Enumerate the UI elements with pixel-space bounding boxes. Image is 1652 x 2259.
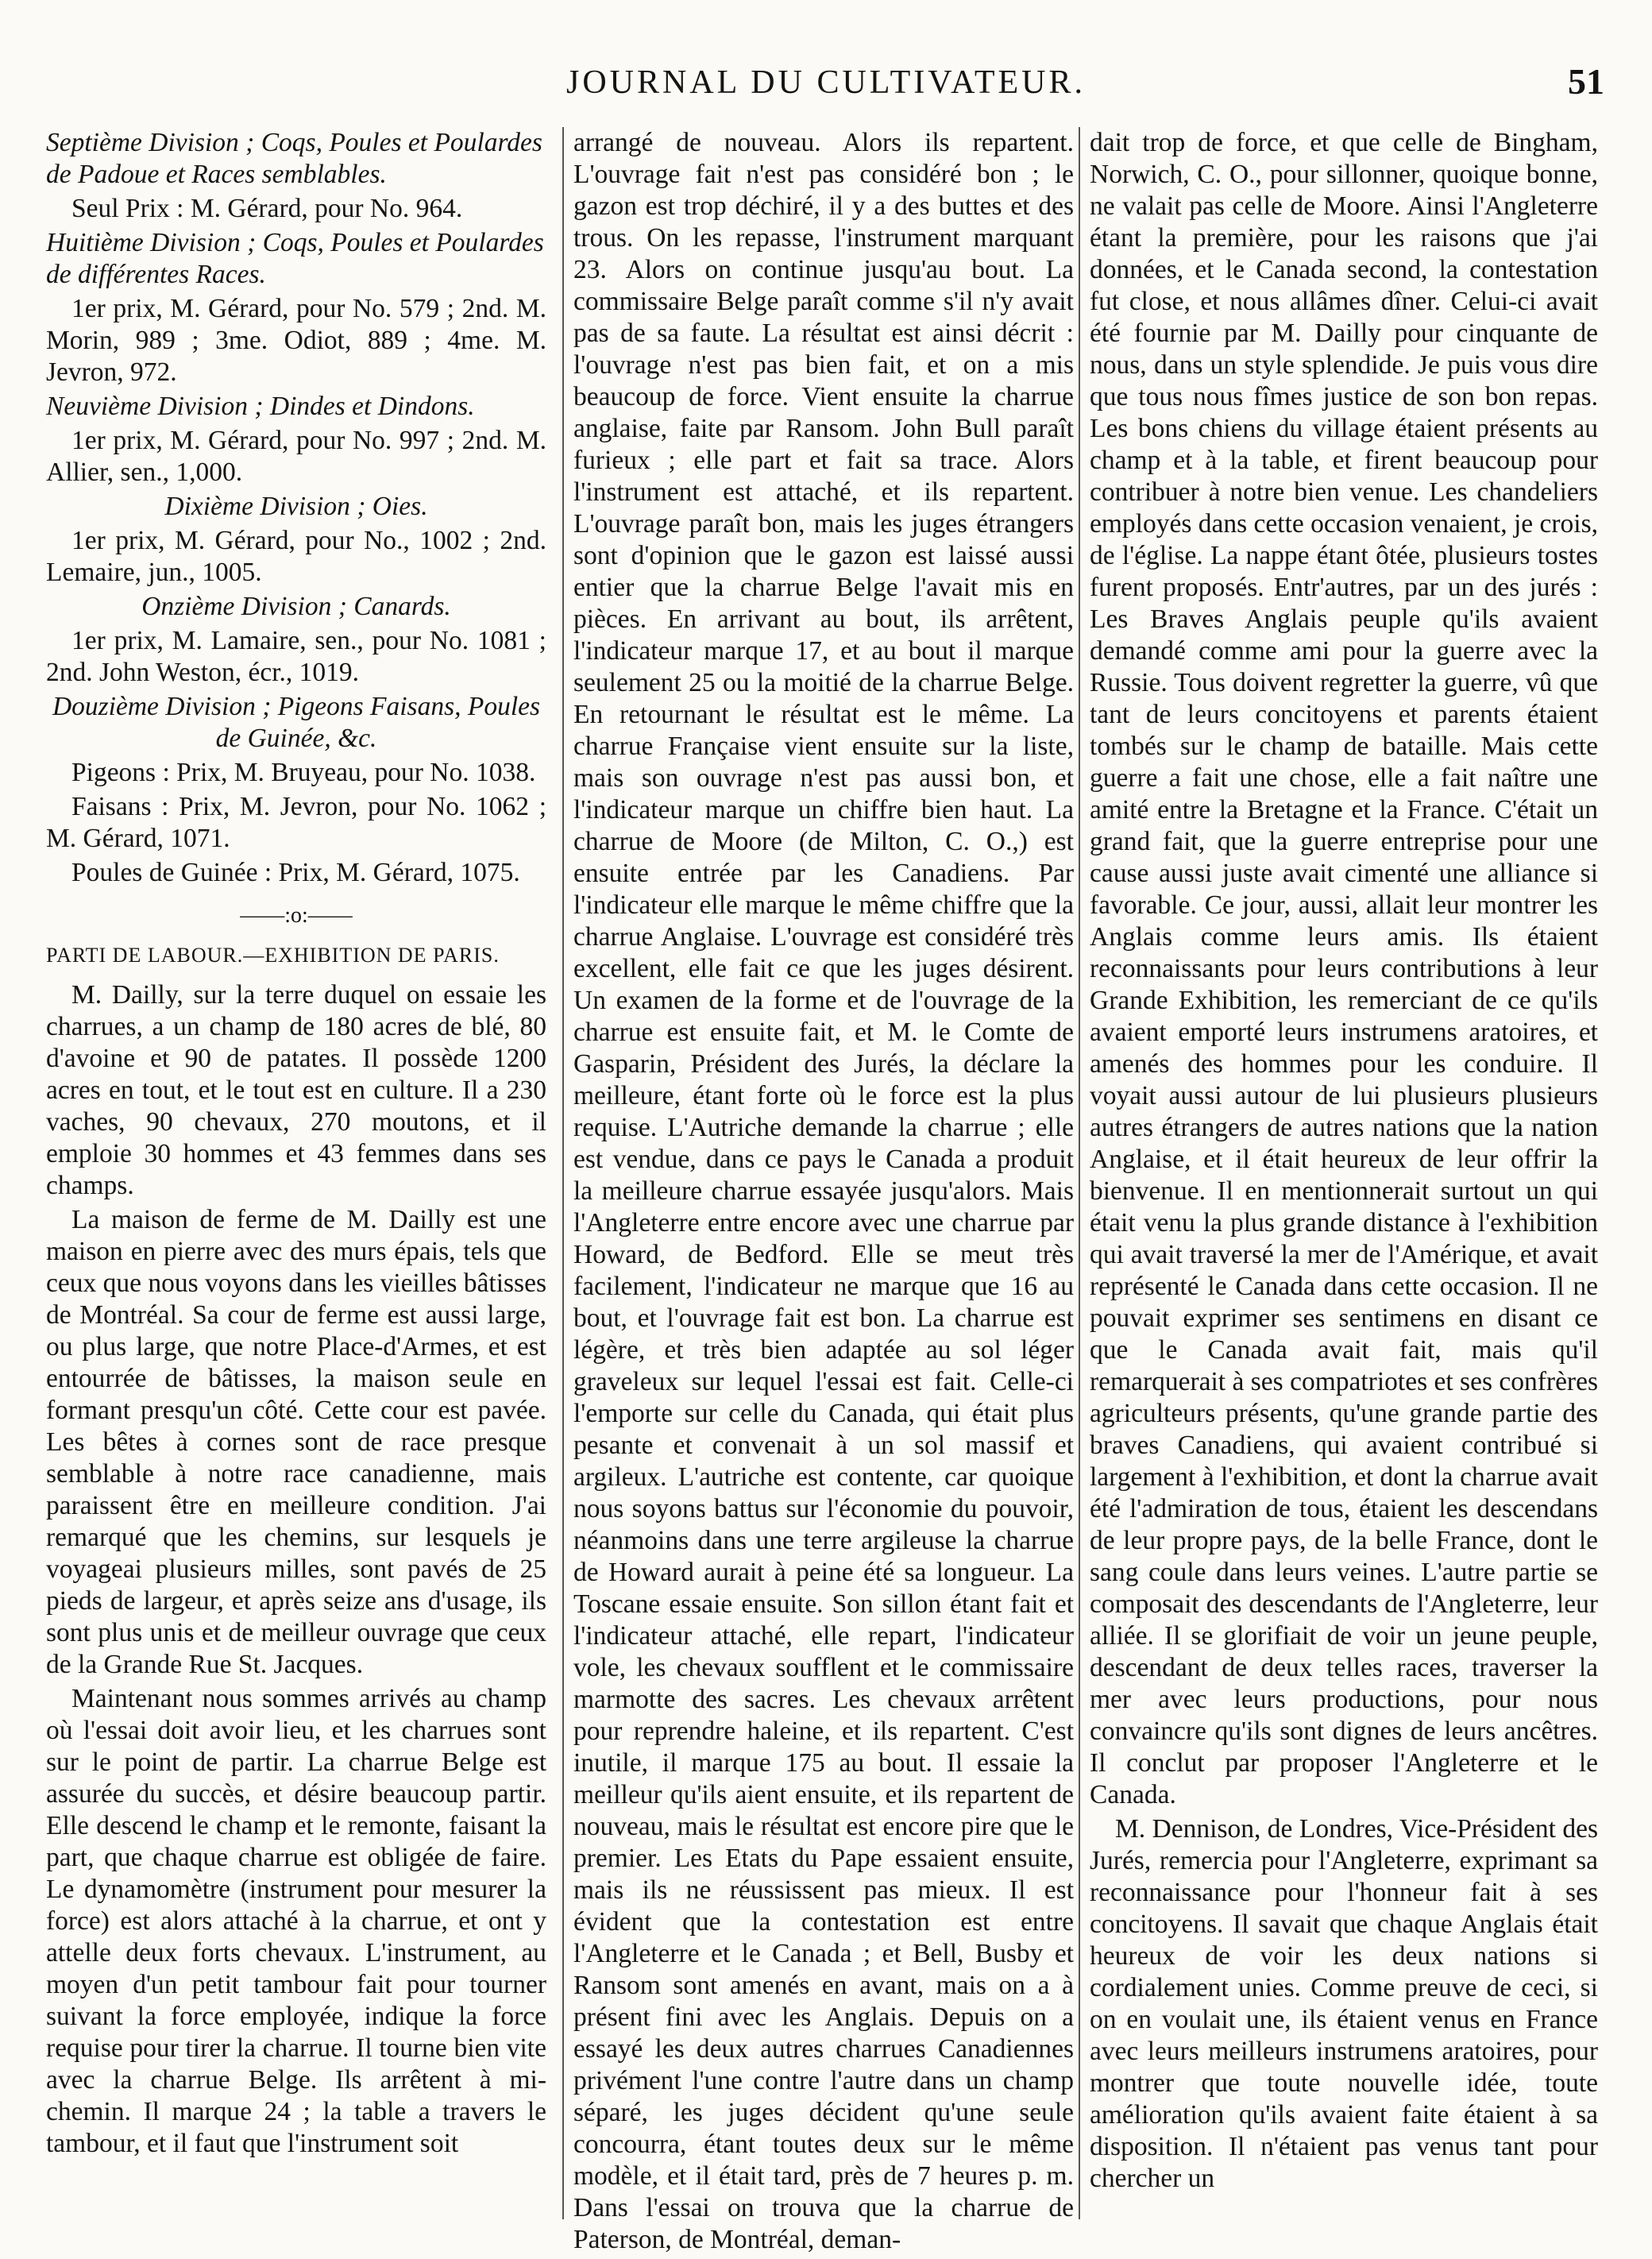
division-heading-7: Septième Division ; Coqs, Poules et Poulardes de Padoue et Races semblables. bbox=[46, 128, 542, 189]
division-prizes-10: 1er prix, M. Gérard, pour No., 1002 ; 2nd. Lemaire, jun., 1005. bbox=[46, 526, 546, 587]
paragraph: La maison de ferme de M. Dailly est une maison en pierre avec des murs épais, tels que ceux que nous voyons dans les vieilles bâtisses de Montréal. Sa cour de ferme est aussi large, ou plus large, que notre Place-d'Armes, et est entourrée de bâtisses, la maison seule en formant presqu'un côté. Cette cour est pavée. Les bêtes à cornes sont de race presque semblable à notre race canadienne, mais paraissent être en meilleure condition. J'ai remarqué que les chemins, sur lesquels je voyageai plusieurs milles, sont pavés de 25 pieds de largeur, et après seize ans d'usage, ils sont plus unis et de meilleur ouvrage que ceux de la Grande Rue St. Jacques. bbox=[46, 1205, 546, 1679]
section-title: PARTI DE LABOUR.—EXHIBITION DE PARIS. bbox=[46, 944, 500, 967]
column-middle bbox=[573, 127, 1074, 2258]
division-prizes-12-pigeons: Pigeons : Prix, M. Bruyeau, pour No. 1038. bbox=[71, 758, 536, 787]
paragraph: dait trop de force, et que celle de Bingham, Norwich, C. O., pour sillonner, quoique bonne, ne valait pas celle de Moore. Ainsi l'Angleterre étant la première, pour les raisons que j'ai données, et le Canada second, la contestation fut close, et nous allâmes dîner. Celui-ci avait été fournie par M. Dailly pour cinquante de nous, dans un style splendide. Je puis vous dire que tous nous fîmes justice de son bon repas. Les bons chiens du village étaient présents au champ et à la table, et firent beaucoup pour contribuer à notre bien venue. Les chandeliers employés dans cette occasion venaient, je crois, de l'église. La nappe étant ôtée, plusieurs tostes furent proposés. Entr'autres, par un des jurés : Les Braves Anglais peuple qu'ils avaient demandé comme ami pour la guerre avec la Russie. Tous doivent regretter la guerre, vû que tant de leurs concitoyens et parents étaient tombés sur le champ de bataille. Mais cette guerre a fait une chose, elle a fait naître une amité entre la Bretagne et la France. C'était un grand fait, que la guerre entreprise pour une cause aussi juste avait cimenté une alliance si favorable. Ce jour, aussi, allait leur montrer les Anglais comme leurs amis. Ils étaient reconnaissants pour leurs contributions à leur Grande Exhibition, les remerciant de ce qu'ils avaient emporté leurs instrumens aratoires, et amenés des hommes pour les conduire. Il voyait aussi autour de lui plusieurs plusieurs autres étrangers de autres nations que la nation Anglaise, et il était heureux de leur offrir la bienvenue. Il en mentionnerait surtout un qui était venu la plus grande distance à l'exhibition qui avait traversé la mer de l'Amérique, et avait représenté le Canada dans cette occasion. Il ne pouvait exprimer ses sentimens en disant ce que le Canada avait fait, mais qu'il remarquerait à ses compatriotes et ses confrères agriculteurs présents, qu'une grande partie des braves Canadiens, qui avaient contribué si largement à l'exhibition, et dont la charrue avait été l'admiration de tous, étaient les descendans de leur propre pays, de la belle France, dont le sang coule dans leurs veines. L'autre partie se composait des descendants de l'Angleterre, leur alliée. Il se glorifiait de voir un jeune peuple, descendant de deux telles races, traverser la mer avec leurs productions, pour nous convaincre qu'ils sont dignes de leurs ancêtres. Il conclut par proposer l'Angleterre et le Canada. bbox=[1090, 128, 1598, 1809]
paragraph: arrangé de nouveau. Alors ils repartent. L'ouvrage fait n'est pas considéré bon ; le gazon est trop déchiré, il y a des buttes et des trous. On les repasse, l'instrument marquant 23. Alors on continue jusqu'au bout. La commissaire Belge paraît comme s'il n'y avait pas de sa faute. La résultat est ainsi décrit : l'ouvrage n'est pas bien fait, et on a mis beaucoup de force. Vient ensuite la charrue anglaise, faite par Ransom. John Bull paraît furieux ; elle part et fait sa trace. Alors l'instrument est attaché, et ils repartent. L'ouvrage paraît bon, mais les juges étrangers sont d'opinion que le gazon est laissé aussi entier que la charrue Belge l'avait mis en pièces. En arrivant au bout, ils arrêtent, l'indicateur marque 17, et au bout il marque seulement 25 ou la moitié de la charrue Belge. En retournant le résultat est le même. La charrue Française vient ensuite sur la liste, mais son ouvrage n'est pas aussi bon, et l'indicateur marque un chiffre bien haut. La charrue de Moore (de Milton, C. O.,) est ensuite entrée par les Canadiens. Par l'indicateur elle marque le même chiffre que la charrue Anglaise. L'ouvrage est considéré très excellent, elle fait ce que les juges désirent. Un examen de la forme et de l'ouvrage de la charrue est ensuite fait, et M. le Comte de Gasparin, Président des Jurés, la déclare la meilleure, étant forte où le force est la plus requise. L'Autriche demande la charrue ; elle est vendue, dans ce pays le Canada a produit la meilleure charrue essayée jusqu'alors. Mais l'Angleterre entre encore avec une charrue par Howard, de Bedford. Elle se meut très facilement, l'indicateur ne marque que 16 au bout, et l'ouvrage fait est bon. La charrue est légère, et très bien adaptée au sol léger graveleux sur lequel l'essai est fait. Celle-ci l'emporte sur celle du Canada, qui était plus pesante et convenait à un sol massif et argileux. L'autriche est contente, car quoique nous soyons battus sur l'économie du pouvoir, néanmoins dans une terre argileuse la charrue de Howard aurait à peine été sa longueur. La Toscane essaie ensuite. Son sillon étant fait et l'indicateur attaché, elle repart, l'indicateur vole, les chevaux soufflent et le commissaire marmotte des sacres. Les chevaux arrêtent pour reprendre haleine, et ils repartent. C'est inutile, il marque 175 au bout. Il essaie la meilleur qu'ils aient ensuite, et ils repartent de nouveau, mais le résultat est encore pire que le premier. Les Etats du Pape essaient ensuite, mais ils ne réussissent pas mieux. Il est évident que la contestation est entre l'Angleterre et le Canada ; et Bell, Busby et Ransom sont amenés en avant, mais on a à présent fini avec les Anglais. Depuis on a essayé les deux autres charrues Canadiennes privément l'une contre l'autre dans un champ séparé, les juges décident qu'une seule concourra, étant toutes deux sur le même modèle, et il était tard, près de 7 heures p. m. Dans l'essai on trouva que la charrue de Paterson, de Montréal, deman- bbox=[573, 128, 1074, 2254]
running-head bbox=[0, 61, 1652, 111]
division-prizes-8: 1er prix, M. Gérard, pour No. 579 ; 2nd. M. Morin, 989 ; 3me. Odiot, 889 ; 4me. M. Jevron, 972. bbox=[46, 294, 546, 387]
division-heading-11: Onzième Division ; Canards. bbox=[141, 592, 451, 621]
column-rule-right bbox=[1079, 127, 1080, 2219]
page-number: 51 bbox=[1568, 61, 1604, 102]
division-heading-9: Neuvième Division ; Dindes et Dindons. bbox=[46, 392, 475, 421]
column-left bbox=[46, 127, 546, 2162]
paragraph: M. Dailly, sur la terre duquel on essaie les charrues, a un champ de 180 acres de blé, 80 d'avoine et 90 de patates. Il possède 1200 acres en tout, et le tout est en culture. Il a 230 vaches, 90 chevaux, 270 moutons, et il emploie 30 hommes et 43 femmes dans ses champs. bbox=[46, 980, 546, 1200]
division-prizes-12-poules: Poules de Guinée : Prix, M. Gérard, 1075. bbox=[71, 858, 520, 887]
paragraph: M. Dennison, de Londres, Vice-Président des Jurés, remercia pour l'Angleterre, exprimant sa reconnaissance pour l'honneur fait à ses concitoyens. Il savait que chaque Anglais était heureux de voir les deux nations si cordialement unies. Comme preuve de ceci, si on en voulait une, ils étaient venus en France avec leurs meilleurs instrumens aratoires, pour montrer que toute nouvelle idée, toute amélioration qu'ils avaient faite étaient à sa disposition. Il n'étaient pas venus tant pour chercher un bbox=[1090, 1814, 1598, 2193]
column-rule-left bbox=[562, 127, 564, 2219]
column-right bbox=[1090, 127, 1598, 2197]
separator: ——:o:—— bbox=[240, 903, 353, 928]
running-title: JOURNAL DU CULTIVATEUR. bbox=[566, 64, 1086, 101]
division-prizes-7: Seul Prix : M. Gérard, pour No. 964. bbox=[71, 194, 463, 223]
paragraph: Maintenant nous sommes arrivés au champ où l'essai doit avoir lieu, et les charrues sont sur le point de partir. La charrue Belge est assurée du succès, et désire beaucoup partir. Elle descend le champ et le remonte, faisant la part, que chaque charrue est obligée de faire. Le dynamomètre (instrument pour mesurer la force) est alors attaché à la charrue, et ont y attelle deux forts chevaux. L'instrument, au moyen d'un petit tambour fait pour tourner suivant la force employée, indique la force requise pour tirer la charrue. Il tourne bien vite avec la charrue Belge. Ils arrêtent à mi-chemin. Il marque 24 ; la table a travers le tambour, et il faut que l'instrument soit bbox=[46, 1684, 546, 2158]
division-prizes-9: 1er prix, M. Gérard, pour No. 997 ; 2nd. M. Allier, sen., 1,000. bbox=[46, 426, 546, 487]
division-heading-12: Douzième Division ; Pigeons Faisans, Poules de Guinée, &c. bbox=[52, 692, 541, 753]
division-prizes-12-faisans: Faisans : Prix, M. Jevron, pour No. 1062 ; M. Gérard, 1071. bbox=[46, 792, 546, 853]
division-heading-10: Dixième Division ; Oies. bbox=[164, 492, 428, 521]
division-heading-8: Huitième Division ; Coqs, Poules et Poulardes de différentes Races. bbox=[46, 228, 544, 289]
division-prizes-11: 1er prix, M. Lamaire, sen., pour No. 1081 ; 2nd. John Weston, écr., 1019. bbox=[46, 626, 546, 687]
